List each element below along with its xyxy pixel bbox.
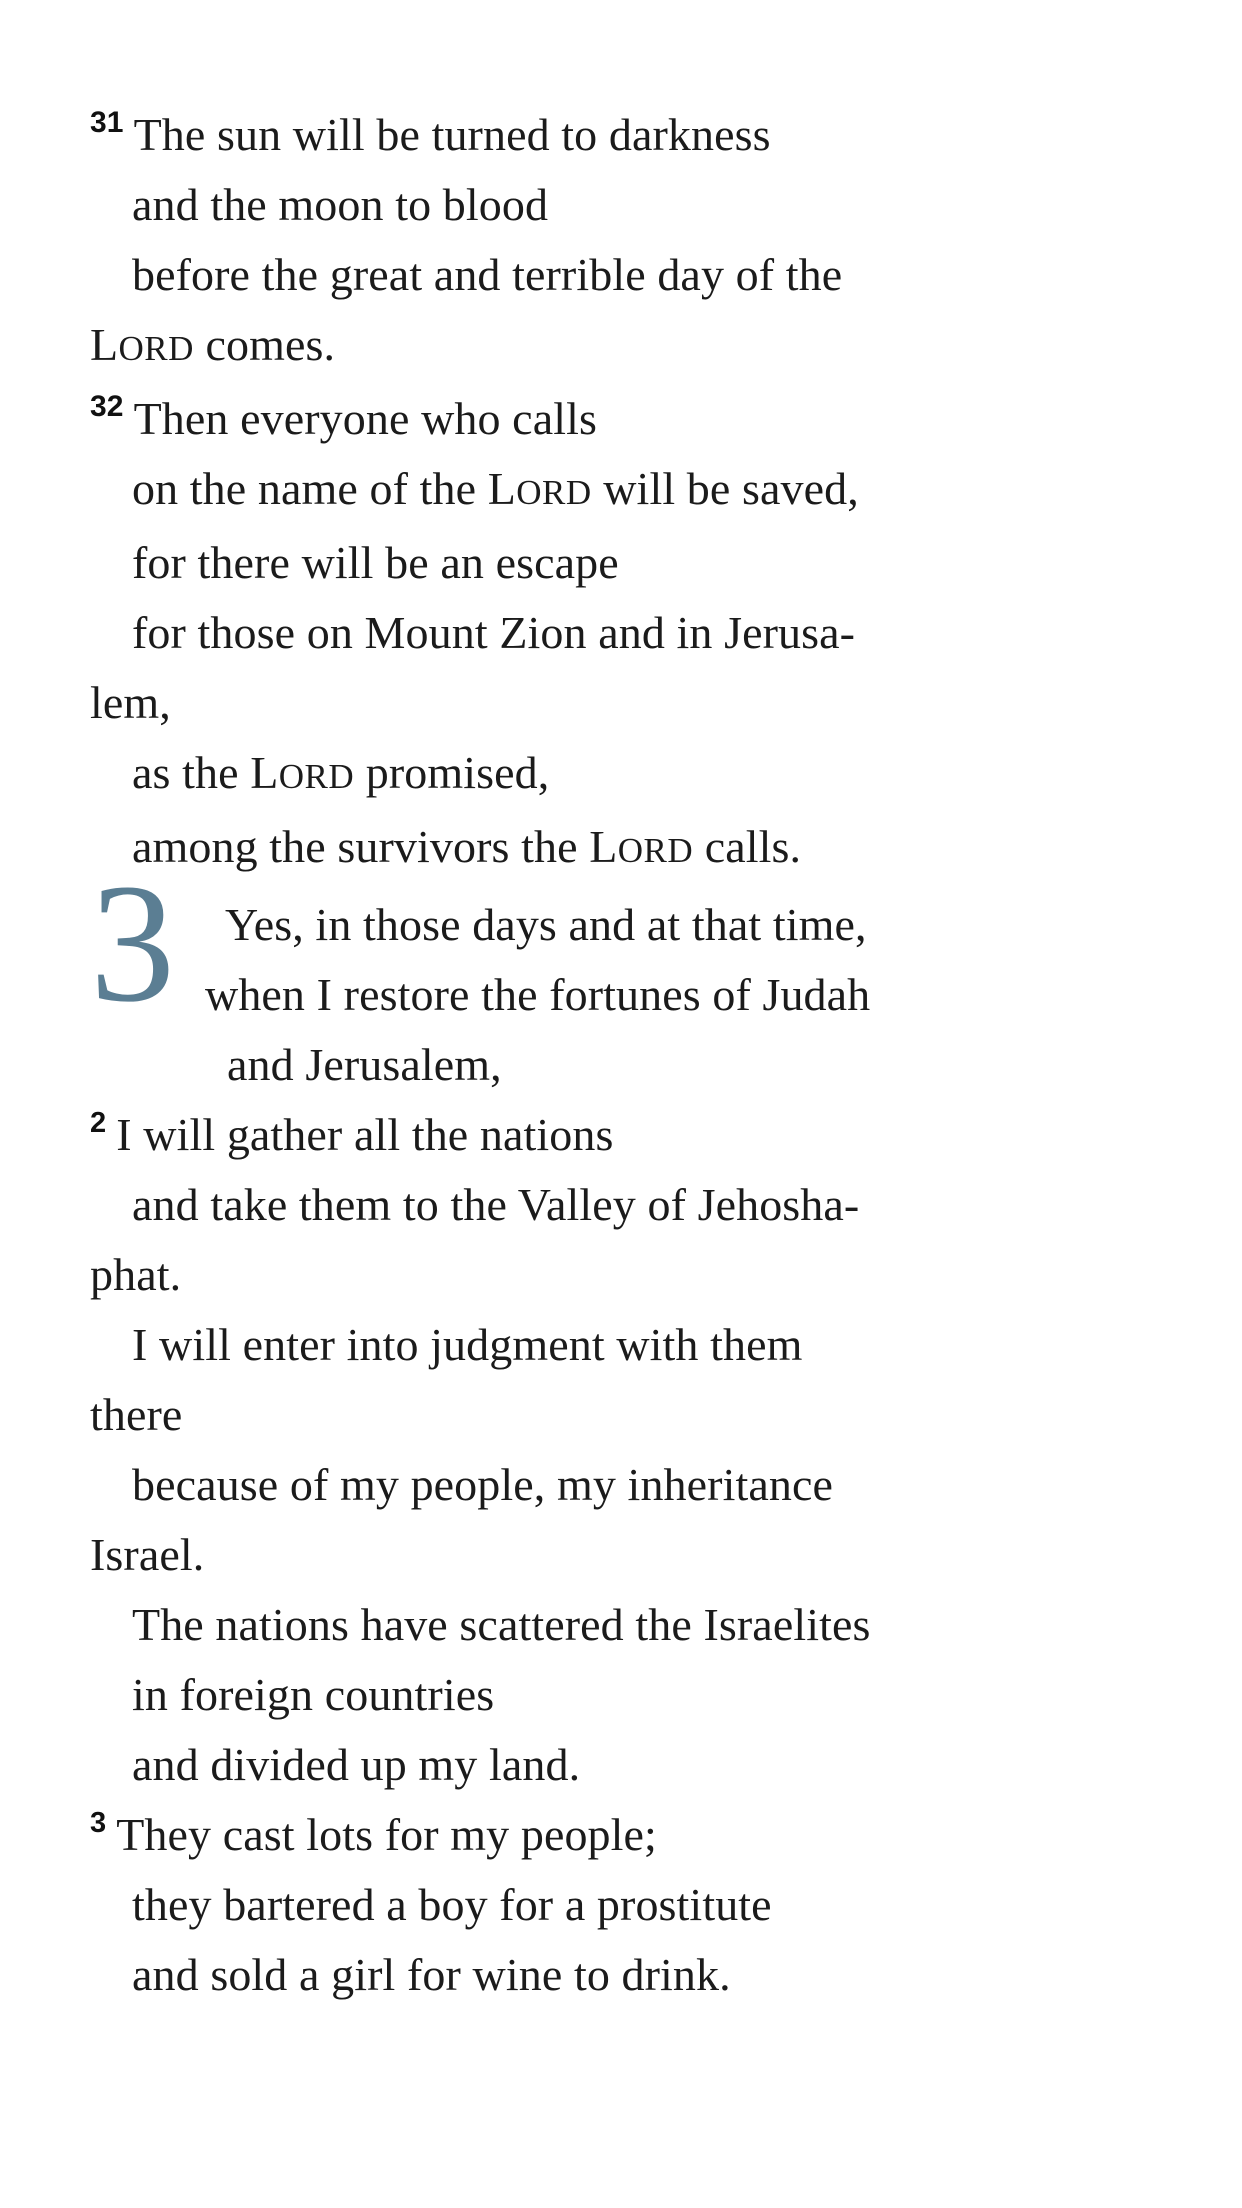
- verse-line: [90, 240, 1162, 310]
- divine-name-cap: L: [90, 319, 119, 370]
- divine-name-smallcaps: ORD: [516, 473, 592, 512]
- divine-name: [488, 463, 592, 514]
- verse-line: [90, 668, 1162, 738]
- verse-line-text: before the great and terrible day of the: [132, 249, 843, 300]
- verse-line-text: they bartered a boy for a prostitute: [132, 1879, 772, 1930]
- divine-name-cap: L: [250, 747, 279, 798]
- verse-line-text: among the survivors the: [132, 821, 590, 872]
- divine-name: [90, 319, 194, 370]
- verse-line: [90, 1310, 1162, 1380]
- verse-line-text: and sold a girl for wine to drink.: [132, 1949, 731, 2000]
- divine-name-cap: L: [487, 463, 517, 514]
- verse-block-31: [90, 100, 1162, 384]
- verse-number: 2: [90, 1107, 107, 1139]
- verse-line: [90, 738, 1162, 812]
- verse-line: [90, 1870, 1162, 1940]
- verse-line: [90, 1730, 1162, 1800]
- verse-line: [205, 890, 1162, 960]
- verse-line: [90, 528, 1162, 598]
- verse-line-text: Yes, in those days and at that time,: [225, 899, 867, 950]
- verse-line-text: in foreign countries: [132, 1669, 495, 1720]
- verse-number: 32: [90, 390, 124, 423]
- verse-line-tail: will be saved,: [591, 463, 859, 514]
- verse-line: [90, 100, 1162, 170]
- verse-line: [90, 1450, 1162, 1520]
- verse-line: [90, 1940, 1162, 2010]
- verse-line-text: as the: [132, 747, 251, 798]
- verse-line-text: Israel.: [90, 1529, 205, 1580]
- verse-line-text: comes.: [193, 319, 336, 370]
- verse-line: [90, 1590, 1162, 1660]
- verse-line: [90, 1800, 1162, 1870]
- verse-line-text: and Jerusalem,: [227, 1039, 502, 1090]
- verse-line: [90, 598, 1162, 668]
- verse-line: [90, 384, 1162, 454]
- verse-line: [90, 310, 1162, 384]
- verse-line-text: and take them to the Valley of Jehosha-: [132, 1179, 860, 1230]
- verse-line-text: Then everyone who calls: [133, 393, 597, 444]
- verse-line-text: for those on Mount Zion and in Jerusa-: [132, 607, 856, 658]
- verse-line-text: The nations have scattered the Israelites: [132, 1599, 871, 1650]
- verse-block-2: [90, 1100, 1162, 1800]
- verse-line: [90, 454, 1162, 528]
- verse-number: 31: [90, 106, 124, 139]
- verse-line: [90, 1100, 1162, 1170]
- verse-line: [90, 1170, 1162, 1240]
- verse-line-text: on the name of the: [132, 463, 488, 514]
- divine-name-smallcaps: ORD: [118, 329, 194, 368]
- verse-number: 3: [90, 1807, 107, 1839]
- verse-line: [90, 1660, 1162, 1730]
- verse-line-tail: calls.: [693, 821, 802, 872]
- divine-name-smallcaps: ORD: [617, 831, 694, 870]
- verse-block-3: [90, 1800, 1162, 2010]
- chapter-number-dropcap: 3: [90, 849, 175, 1037]
- verse-line: [205, 1030, 1162, 1100]
- divine-name: [250, 747, 354, 798]
- verse-line: [90, 1380, 1162, 1450]
- verse-line-text: and the moon to blood: [132, 179, 549, 230]
- verse-line-text: because of my people, my inheritance: [132, 1459, 833, 1510]
- verse-line-text: and divided up my land.: [132, 1739, 581, 1790]
- verse-line: [205, 960, 1162, 1030]
- verse-line: [90, 1520, 1162, 1590]
- verse-line-text: lem,: [90, 677, 171, 728]
- divine-name: [589, 821, 693, 872]
- verse-line-tail: promised,: [354, 747, 550, 798]
- verse-line-text: I will enter into judgment with them: [132, 1319, 803, 1370]
- verse-line-text: there: [90, 1389, 183, 1440]
- verse-line: [90, 1240, 1162, 1310]
- verse-block-32: [90, 384, 1162, 886]
- divine-name-smallcaps: ORD: [278, 757, 355, 796]
- verse-line-text: when I restore the fortunes of Judah: [205, 969, 871, 1020]
- verse-line-text: The sun will be turned to darkness: [133, 109, 771, 160]
- verse-line-text: I will gather all the nations: [116, 1109, 614, 1160]
- verse-line: [90, 170, 1162, 240]
- verse-line-text: phat.: [90, 1249, 182, 1300]
- verse-line: [90, 812, 1162, 886]
- divine-name-cap: L: [589, 821, 618, 872]
- verse-line-text: They cast lots for my people;: [116, 1809, 657, 1860]
- verse-line-text: for there will be an escape: [132, 537, 619, 588]
